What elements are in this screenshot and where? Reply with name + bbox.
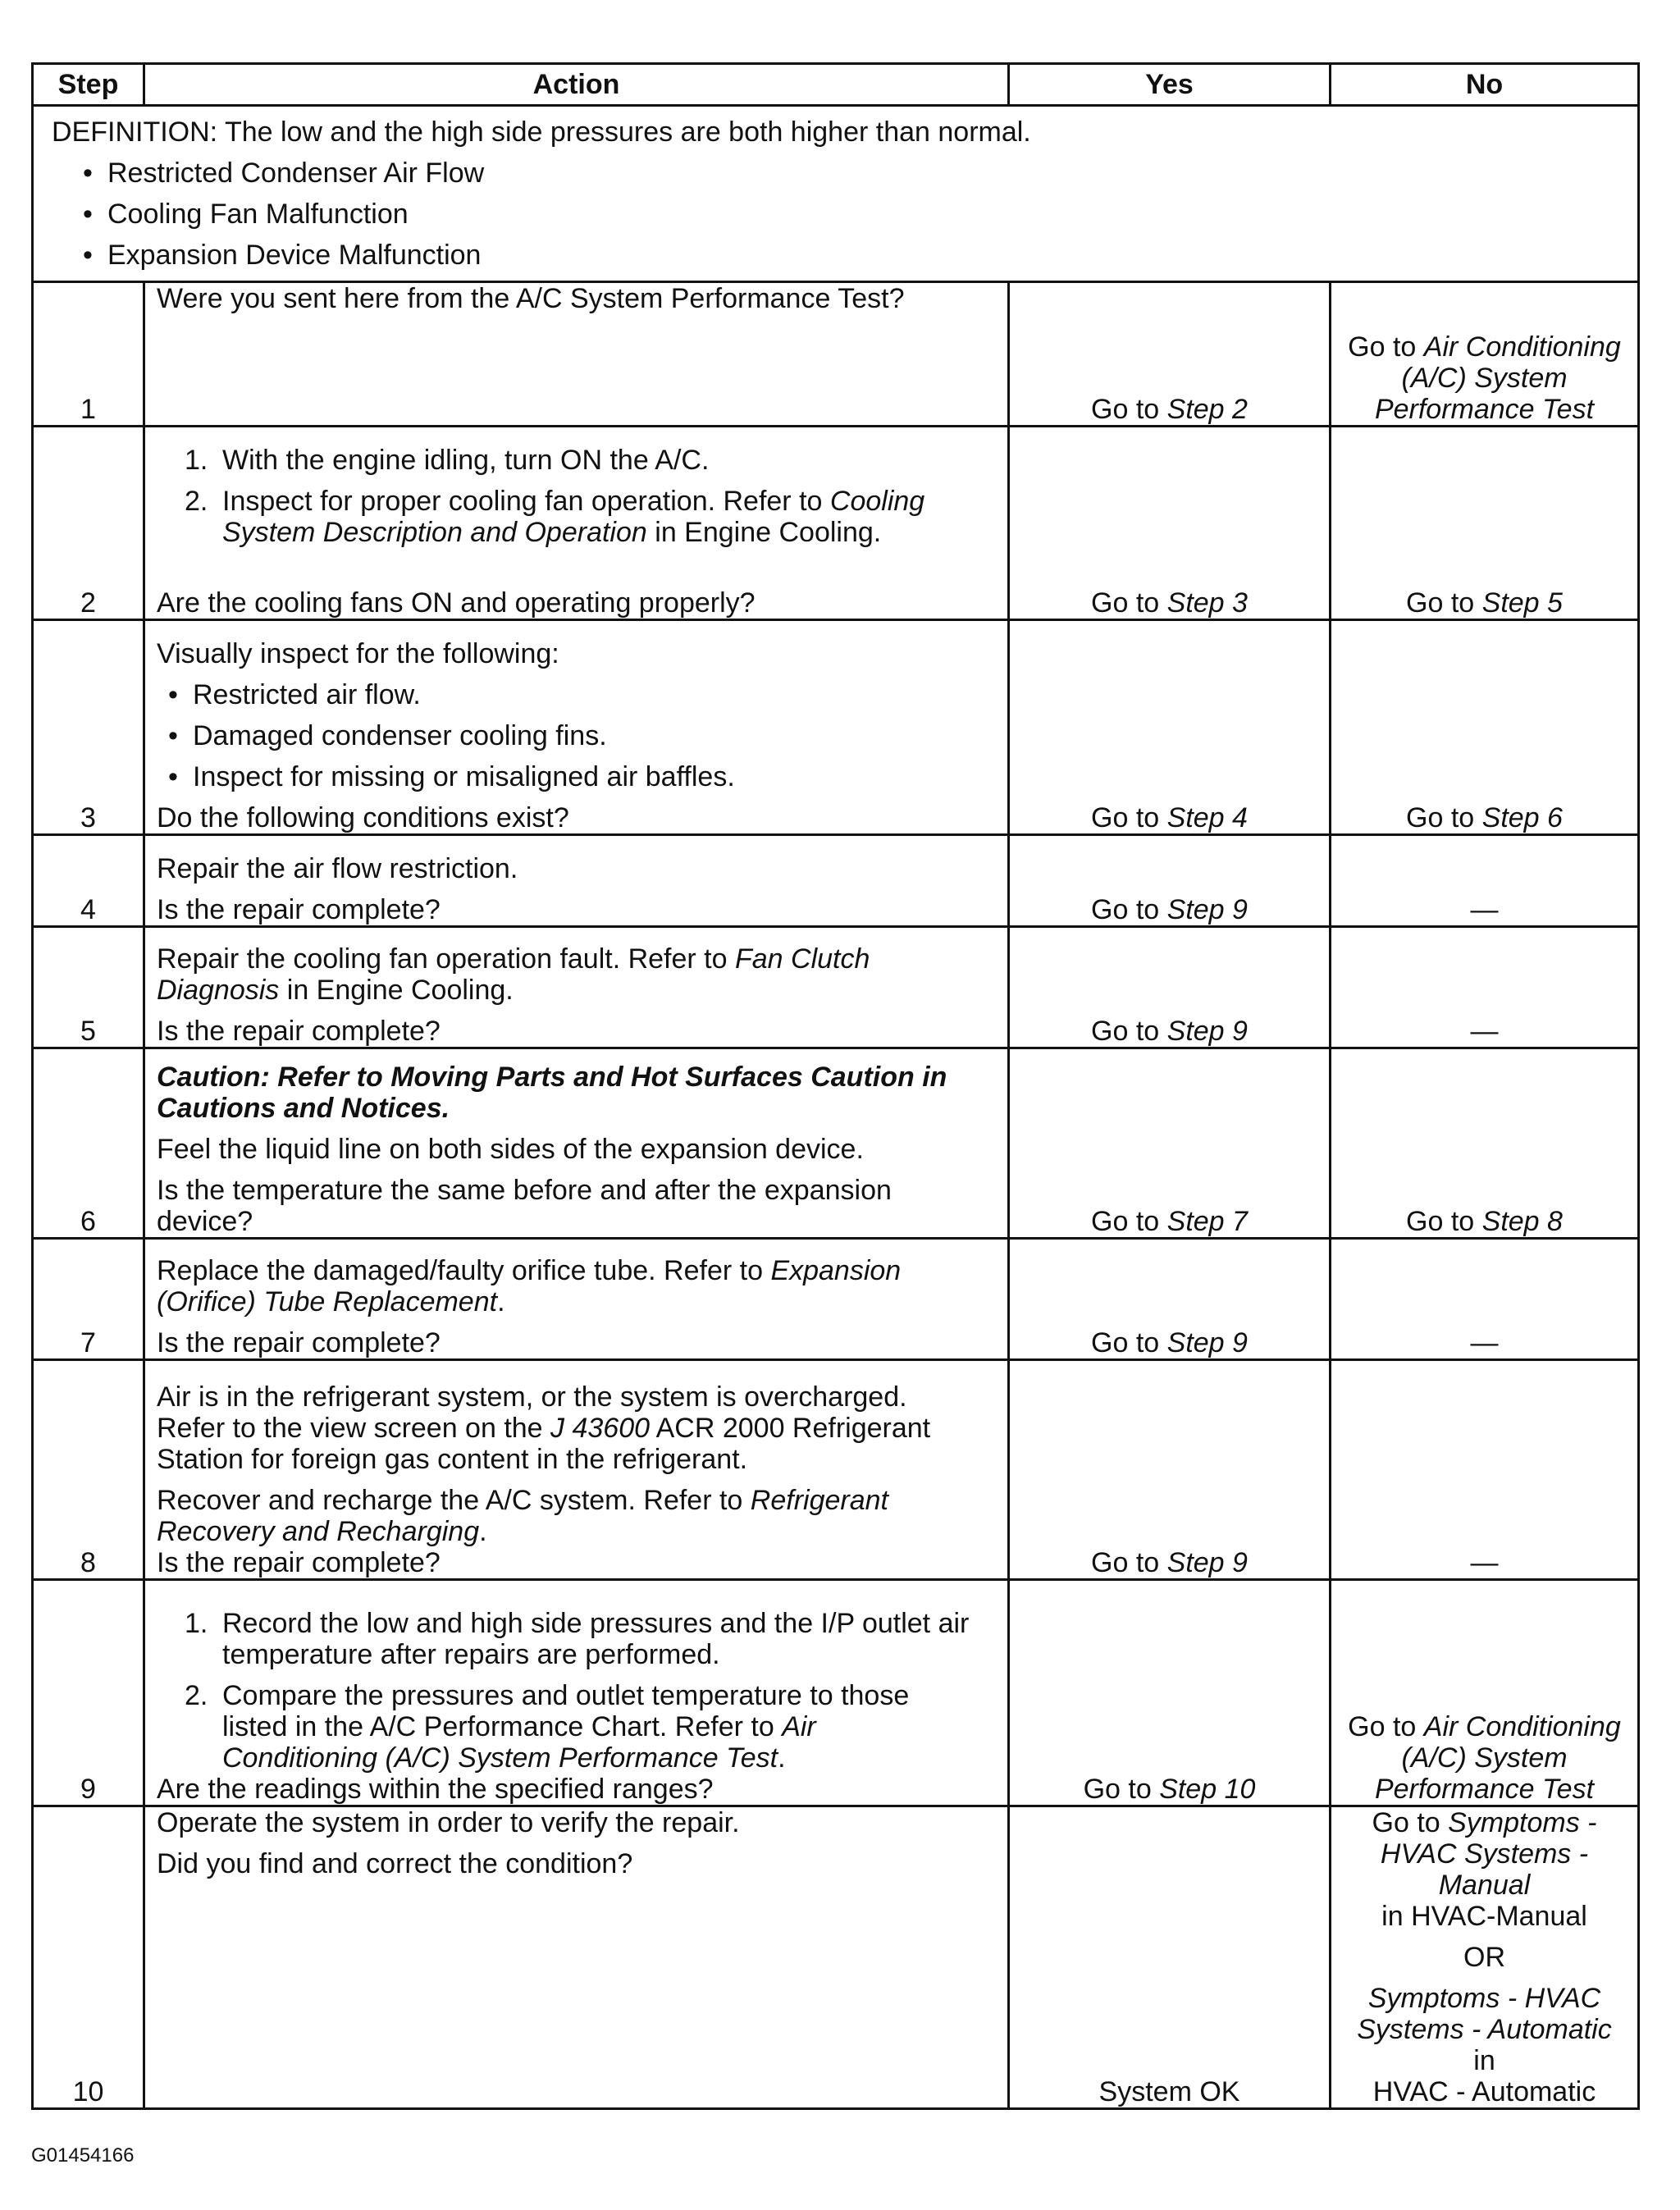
- yes-cell: System OK: [1009, 1806, 1331, 2109]
- instruction-text: Repair the air flow restriction.: [157, 853, 518, 884]
- yes-cell: Go to Step 9: [1009, 927, 1331, 1048]
- action-cell: Replace the damaged/faulty orifice tube. Refer to Expansion (Orifice) Tube Replacement. Is the repair complete?: [144, 1239, 1009, 1360]
- question-text: Is the repair complete?: [157, 894, 441, 925]
- question-text: Did you find and correct the condition?: [157, 1848, 633, 1879]
- step-number: 9: [33, 1580, 144, 1806]
- action-cell: Repair the cooling fan operation fault. Refer to Fan Clutch Diagnosis in Engine Cooling. Is the repair complete?: [144, 927, 1009, 1048]
- yes-cell: Go to Step 9: [1009, 1239, 1331, 1360]
- diagnostic-table: [31, 62, 1640, 2110]
- step-link[interactable]: Step 7: [1166, 1206, 1248, 1237]
- yes-cell: Go to Step 10: [1009, 1580, 1331, 1806]
- reference-link[interactable]: Symptoms - HVAC: [1367, 1983, 1601, 2014]
- reference-link[interactable]: Expansion: [770, 1255, 902, 1286]
- reference-link[interactable]: Fan Clutch: [735, 943, 870, 975]
- reference-link[interactable]: Air: [782, 1711, 816, 1742]
- or-text: OR: [1463, 1942, 1505, 1973]
- question-text: Do the following conditions exist?: [157, 802, 569, 833]
- definition-cell: [33, 106, 1639, 282]
- table-row-step-10: [33, 1806, 1639, 2109]
- table-row-step-5: [33, 927, 1639, 1048]
- table-row-step-4: [33, 835, 1639, 927]
- action-cell: [144, 835, 1009, 927]
- table-row-step-6: [33, 1048, 1639, 1239]
- step-number: 4: [33, 835, 144, 927]
- header-no: No: [1331, 64, 1639, 106]
- no-dash: —: [1470, 894, 1499, 925]
- step-number: 5: [33, 927, 144, 1048]
- action-cell: 1. With the engine idling, turn ON the A/C. 2. Inspect for proper cooling fan operation. Refer to Cooling System Description and Operation in Engine Cooling. Are the cooling fans ON and operating properly?: [144, 427, 1009, 620]
- no-cell: [1331, 1239, 1639, 1360]
- table-row-step-3: [33, 620, 1639, 835]
- question-text: Is the repair complete?: [157, 1547, 441, 1578]
- step-link[interactable]: Step 3: [1166, 587, 1248, 619]
- step-number: 10: [33, 1806, 144, 2109]
- step-number: 3: [33, 620, 144, 835]
- tool-reference: J 43600: [550, 1413, 651, 1444]
- no-cell: Go to Air Conditioning (A/C) System Performance Test: [1331, 282, 1639, 427]
- header-yes: Yes: [1009, 64, 1331, 106]
- step-link[interactable]: Step 9: [1166, 1016, 1248, 1047]
- table-row-step-9: [33, 1580, 1639, 1806]
- action-cell: [144, 282, 1009, 427]
- action-cell: [144, 620, 1009, 835]
- no-cell: Go to Symptoms - HVAC Systems - Manual in HVAC-Manual OR Symptoms - HVAC Systems - Automatic in HVAC - Automatic: [1331, 1806, 1639, 2109]
- step-link[interactable]: Step 2: [1166, 394, 1248, 425]
- list-item: • Damaged condenser cooling fins.: [140, 720, 996, 751]
- definition-row: [33, 106, 1639, 282]
- table-row-step-2: [33, 427, 1639, 620]
- reference-link[interactable]: Air Conditioning: [1423, 1711, 1621, 1742]
- step-link[interactable]: Step 10: [1159, 1774, 1256, 1805]
- instruction-text: With the engine idling, turn ON the A/C.: [222, 445, 710, 476]
- step-number: 6: [33, 1048, 144, 1239]
- list-item: • Inspect for missing or misaligned air baffles.: [140, 761, 996, 792]
- no-cell: Go to Step 8: [1331, 1048, 1639, 1239]
- definition-bullet: • Expansion Device Malfunction: [55, 240, 1619, 271]
- no-dash: —: [1470, 1327, 1499, 1358]
- yes-cell: Go to Step 9: [1009, 835, 1331, 927]
- definition-bullet: • Restricted Condenser Air Flow: [55, 158, 1619, 189]
- step-link[interactable]: Step 5: [1481, 587, 1563, 619]
- question-text: Is the repair complete?: [157, 1327, 441, 1358]
- header-action: Action: [144, 64, 1009, 106]
- yes-cell: Go to Step 2: [1009, 282, 1331, 427]
- instruction-text: Air is in the refrigerant system, or the system is overcharged.: [157, 1381, 907, 1413]
- no-dash: —: [1470, 1016, 1499, 1047]
- step-link[interactable]: Step 9: [1166, 894, 1248, 925]
- yes-cell: Go to Step 3: [1009, 427, 1331, 620]
- reference-link[interactable]: Refrigerant: [750, 1485, 888, 1516]
- yes-cell: Go to Step 7: [1009, 1048, 1331, 1239]
- step-link[interactable]: Step 6: [1481, 802, 1563, 833]
- list-item: • Restricted air flow.: [140, 679, 996, 710]
- reference-link[interactable]: Symptoms -: [1448, 1807, 1597, 1838]
- no-cell: [1331, 927, 1639, 1048]
- no-cell: [1331, 1360, 1639, 1580]
- step-number: 1: [33, 282, 144, 427]
- yes-cell: Go to Step 4: [1009, 620, 1331, 835]
- no-cell: [1331, 835, 1639, 927]
- header-row: [33, 64, 1639, 106]
- question-text: Are the readings within the specified ranges?: [157, 1774, 714, 1805]
- reference-link[interactable]: Air Conditioning: [1423, 331, 1621, 363]
- no-cell: Go to Air Conditioning (A/C) System Performance Test: [1331, 1580, 1639, 1806]
- no-dash: —: [1470, 1547, 1499, 1578]
- caution-text: Caution: Refer to Moving Parts and Hot Surfaces Caution in: [157, 1062, 947, 1093]
- action-cell: Air is in the refrigerant system, or the system is overcharged. Refer to the view screen on the J 43600 ACR 2000 Refrigerant Station for foreign gas content in the refrigerant. Recover and recharge the A/C system. Refer to Refrigerant Recovery and Recharging. Is the repair complete?: [144, 1360, 1009, 1580]
- instruction-text: Visually inspect for the following:: [157, 638, 559, 669]
- action-cell: Caution: Refer to Moving Parts and Hot Surfaces Caution in Cautions and Notices. Feel the liquid line on both sides of the expansion device. Is the temperature the same before and after the expansion device?: [144, 1048, 1009, 1239]
- figure-id: G01454166: [31, 2144, 135, 2167]
- step-link[interactable]: Step 9: [1166, 1547, 1248, 1578]
- definition-bullet: • Cooling Fan Malfunction: [55, 199, 1619, 230]
- step-number: 2: [33, 427, 144, 620]
- instruction-text: Operate the system in order to verify the repair.: [157, 1807, 740, 1838]
- question-text: Were you sent here from the A/C System Performance Test?: [157, 283, 905, 314]
- action-cell: [144, 1806, 1009, 2109]
- question-text: Are the cooling fans ON and operating properly?: [157, 587, 756, 619]
- step-link[interactable]: Step 9: [1166, 1327, 1248, 1358]
- step-number: 8: [33, 1360, 144, 1580]
- instruction-text: Feel the liquid line on both sides of the expansion device.: [157, 1134, 864, 1165]
- reference-link[interactable]: Cooling: [829, 486, 925, 517]
- question-text: Is the temperature the same before and after the expansion: [157, 1175, 892, 1206]
- definition-text: DEFINITION: The low and the high side pressures are both higher than normal.: [52, 116, 1031, 148]
- table-row-step-7: [33, 1239, 1639, 1360]
- no-cell: Go to Step 6: [1331, 620, 1639, 835]
- table-row-step-8: [33, 1360, 1639, 1580]
- step-number: 7: [33, 1239, 144, 1360]
- table-row-step-1: [33, 282, 1639, 427]
- no-cell: Go to Step 5: [1331, 427, 1639, 620]
- question-text: Is the repair complete?: [157, 1016, 441, 1047]
- yes-cell: Go to Step 9: [1009, 1360, 1331, 1580]
- action-cell: 1. Record the low and high side pressures and the I/P outlet air temperature after repairs are performed. 2. Compare the pressures and outlet temperature to those listed in the A/C Performance Chart. Refer to Air Conditioning (A/C) System Performance Test. Are the readings within the specified ranges?: [144, 1580, 1009, 1806]
- step-link[interactable]: Step 8: [1481, 1206, 1563, 1237]
- step-link[interactable]: Step 4: [1166, 802, 1248, 833]
- instruction-text: Record the low and high side pressures and the I/P outlet air: [222, 1608, 970, 1639]
- header-step: Step: [33, 64, 144, 106]
